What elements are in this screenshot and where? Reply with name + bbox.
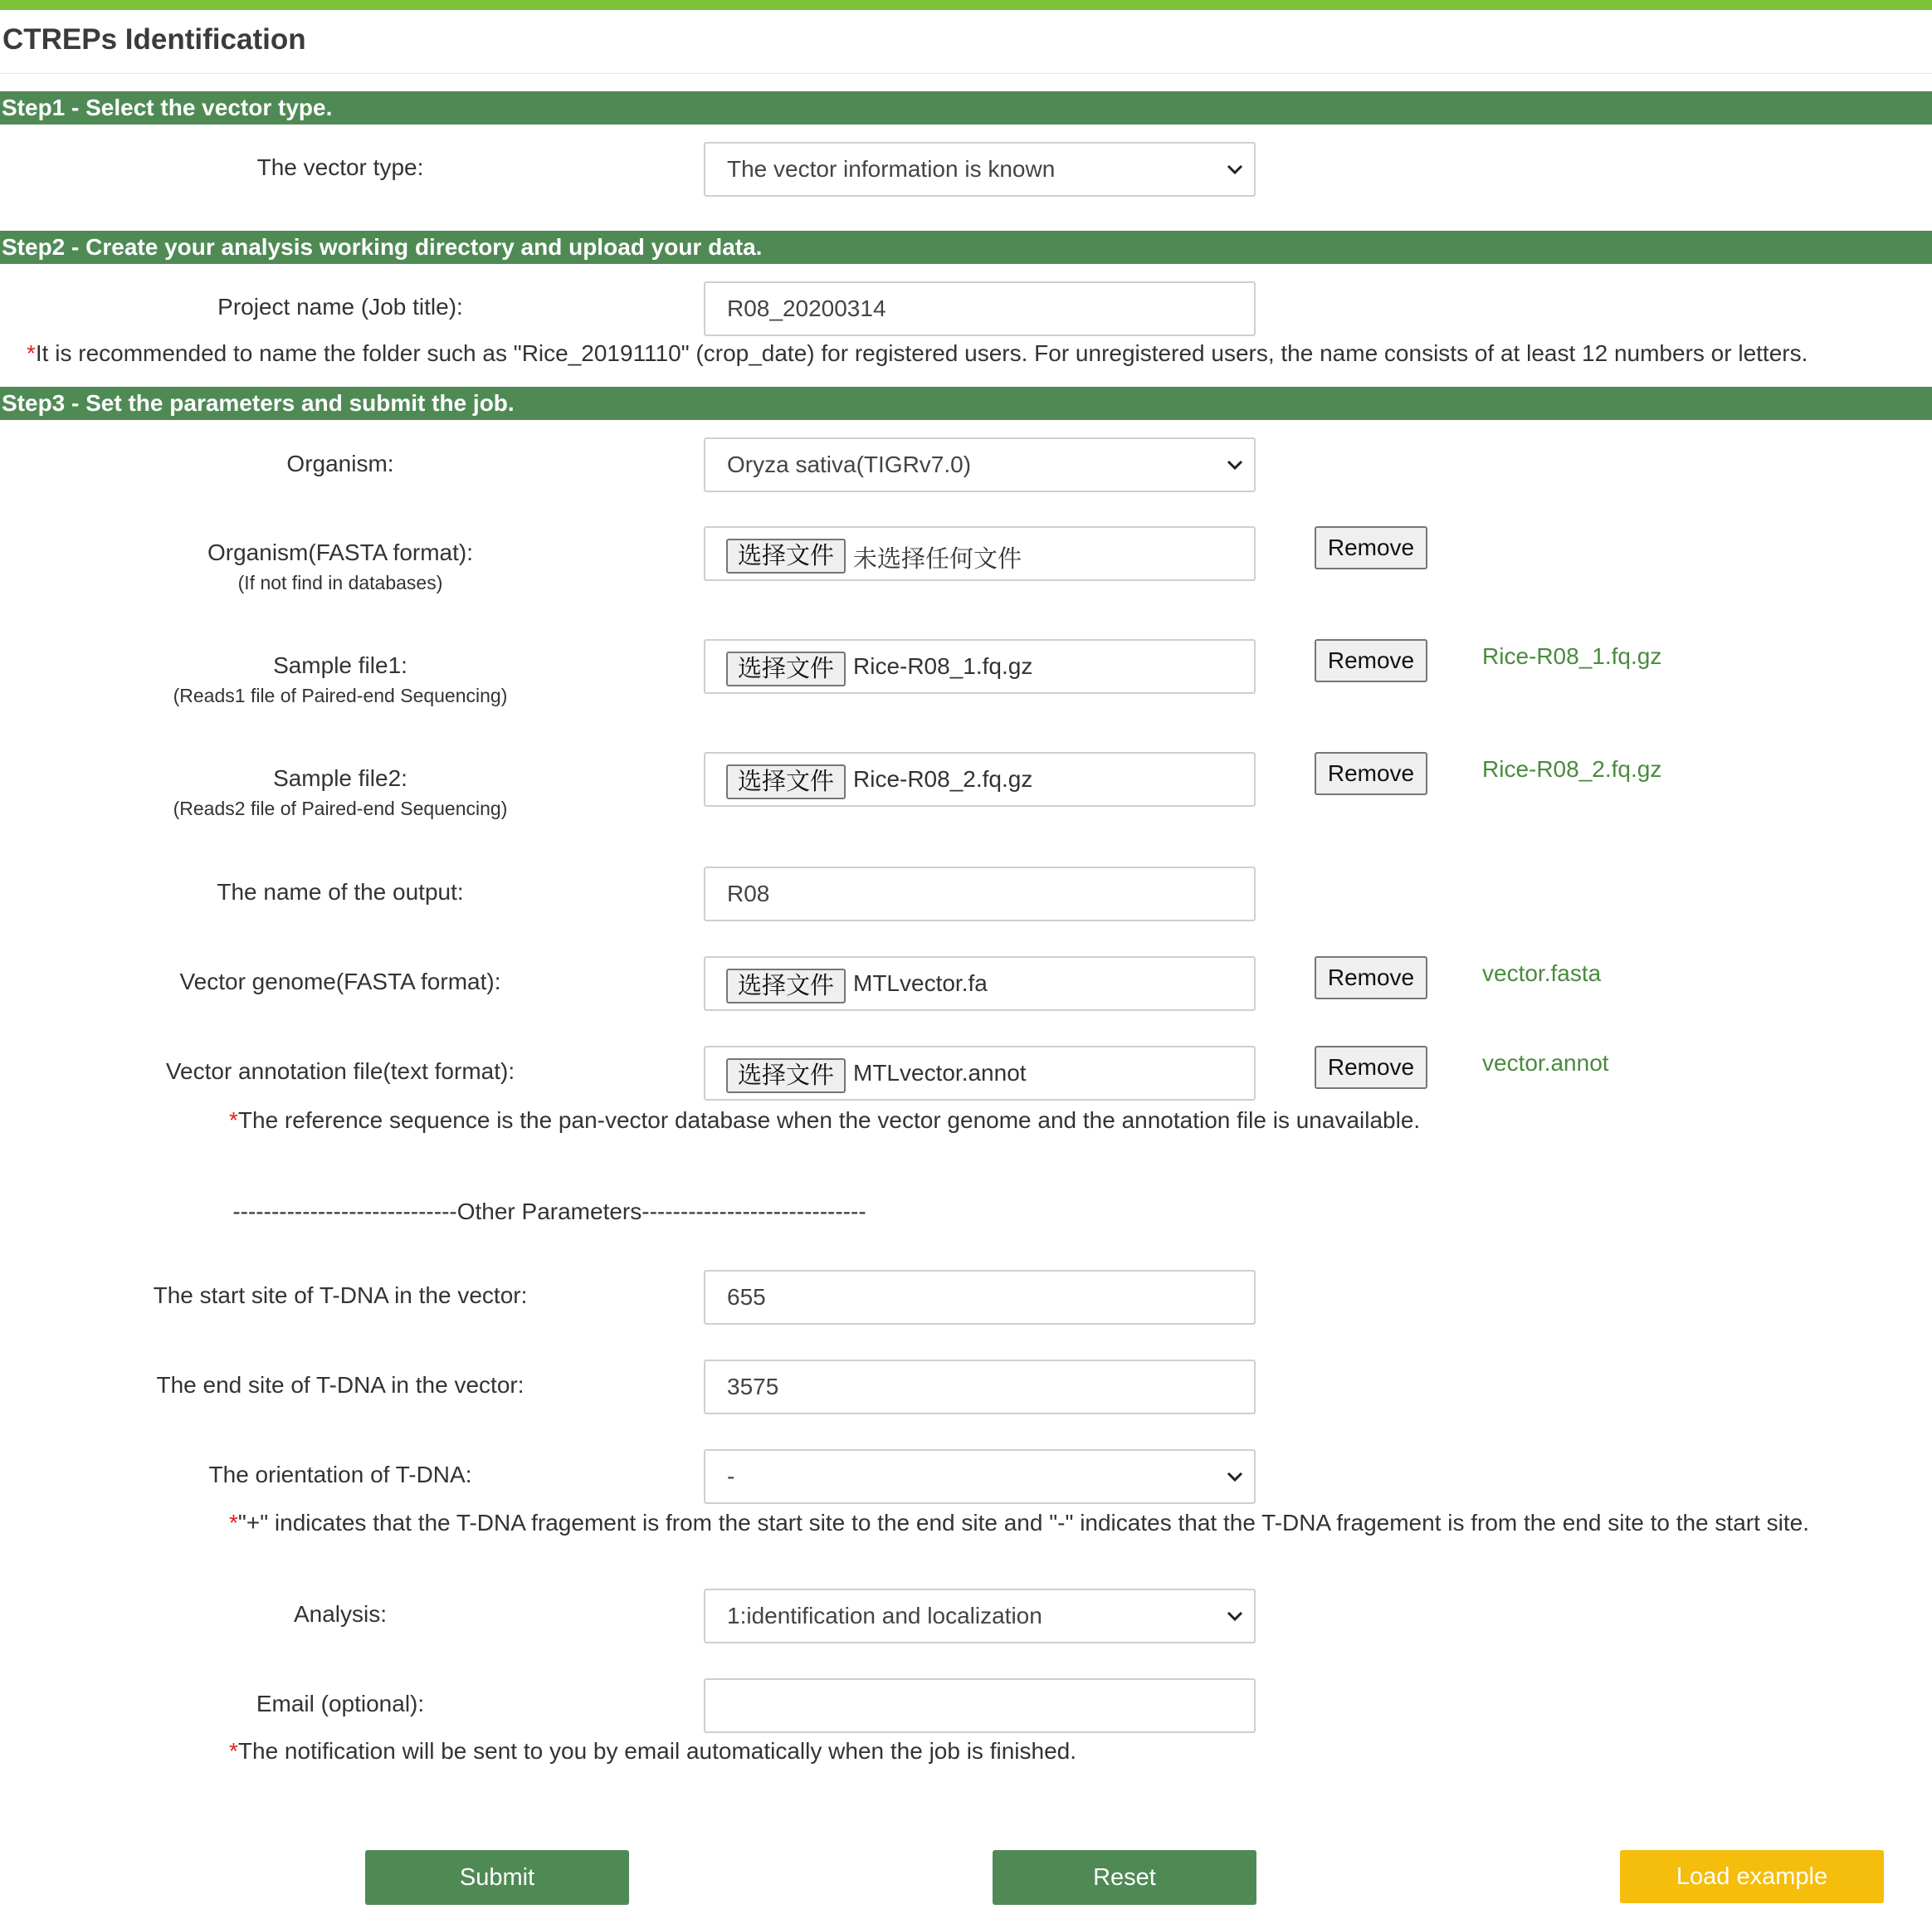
organism-select[interactable] [704, 437, 1256, 492]
chevron-down-icon [1224, 159, 1246, 180]
sample2-sublabel: (Reads2 file of Paired-end Sequencing) [173, 798, 508, 819]
top-accent-bar [0, 0, 1932, 10]
project-name-input[interactable] [704, 281, 1256, 336]
project-name-value: R08_20200314 [727, 295, 886, 321]
file-name: MTLvector.annot [853, 1060, 1027, 1086]
output-name-value: R08 [727, 881, 770, 906]
required-star: * [27, 340, 36, 366]
step1-header: Step1 - Select the vector type. [0, 91, 1932, 125]
project-name-note [27, 340, 1808, 367]
vector-annotation-file-input[interactable] [704, 1046, 1256, 1101]
sample1-file-input[interactable] [704, 639, 1256, 694]
sample2-remove-button[interactable]: Remove [1315, 752, 1427, 795]
choose-file-button[interactable]: 选择文件 [726, 539, 846, 574]
orientation-note [229, 1510, 1809, 1536]
title-divider [0, 73, 1932, 74]
start-site-input[interactable] [704, 1270, 1256, 1325]
orientation-label: The orientation of T-DNA: [208, 1462, 472, 1487]
sample1-label: Sample file1: [273, 652, 407, 678]
choose-file-button[interactable]: 选择文件 [726, 1058, 846, 1093]
analysis-select[interactable] [704, 1589, 1256, 1643]
sample1-sublabel: (Reads1 file of Paired-end Sequencing) [173, 685, 508, 706]
vector-annotation-note [229, 1107, 1420, 1134]
other-parameters-divider: -----------------------------Other Parameters----------------------------- [232, 1199, 866, 1224]
vector-annotation-note-text: The reference sequence is the pan-vector database when the vector genome and the annotation file is unavailable. [237, 1107, 1421, 1133]
required-star: * [229, 1738, 238, 1764]
required-star: * [229, 1510, 238, 1536]
orientation-select[interactable] [704, 1449, 1256, 1504]
start-site-label: The start site of T-DNA in the vector: [153, 1282, 528, 1308]
vector-annotation-remove-button[interactable]: Remove [1315, 1046, 1427, 1089]
organism-fasta-remove-button[interactable]: Remove [1315, 526, 1427, 569]
organism-label: Organism: [286, 451, 394, 476]
choose-file-button[interactable]: 选择文件 [726, 969, 846, 1003]
vector-annotation-label: Vector annotation file(text format): [165, 1058, 515, 1084]
load-example-button[interactable]: Load example [1620, 1850, 1884, 1903]
vector-genome-uploaded-name: vector.fasta [1482, 960, 1602, 986]
vector-genome-remove-button[interactable]: Remove [1315, 956, 1427, 999]
vector-type-select[interactable] [704, 142, 1256, 197]
end-site-input[interactable] [704, 1360, 1256, 1414]
start-site-value: 655 [727, 1284, 766, 1310]
sample2-uploaded-name: Rice-R08_2.fq.gz [1482, 756, 1662, 782]
email-label: Email (optional): [256, 1691, 425, 1716]
email-note [229, 1738, 1076, 1765]
vector-type-value: The vector information is known [727, 156, 1056, 182]
organism-fasta-sublabel: (If not find in databases) [237, 572, 443, 593]
orientation-note-text: "+" indicates that the T-DNA fragement is from the start site to the end site and "-" indicates that the T-DNA fragement is from the end site to the start site. [237, 1510, 1809, 1536]
email-input[interactable] [704, 1678, 1256, 1733]
file-name: Rice-R08_2.fq.gz [853, 766, 1033, 792]
organism-fasta-file-input[interactable] [704, 526, 1256, 581]
vector-type-label: The vector type: [256, 154, 424, 180]
orientation-value: - [727, 1463, 735, 1489]
file-name: 未选择任何文件 [853, 546, 1022, 573]
analysis-value: 1:identification and localization [727, 1603, 1042, 1628]
sample2-label: Sample file2: [273, 765, 407, 791]
file-name: MTLvector.fa [853, 970, 988, 996]
organism-fasta-label: Organism(FASTA format): [207, 540, 473, 565]
output-name-label: The name of the output: [217, 879, 464, 905]
submit-button[interactable]: Submit [365, 1850, 629, 1905]
required-star: * [229, 1107, 238, 1133]
vector-annotation-uploaded-name: vector.annot [1482, 1050, 1609, 1076]
step2-header: Step2 - Create your analysis working directory and upload your data. [0, 231, 1932, 264]
chevron-down-icon [1224, 1605, 1246, 1627]
end-site-label: The end site of T-DNA in the vector: [156, 1372, 524, 1398]
sample2-file-input[interactable] [704, 752, 1256, 807]
project-name-note-text: It is recommended to name the folder such as "Rice_20191110" (crop_date) for registered users. For unregistered users, the name consists of at least 12 numbers or letters. [35, 340, 1808, 366]
choose-file-button[interactable]: 选择文件 [726, 764, 846, 799]
end-site-value: 3575 [727, 1374, 779, 1399]
step3-header: Step3 - Set the parameters and submit the job. [0, 387, 1932, 420]
choose-file-button[interactable]: 选择文件 [726, 652, 846, 686]
file-name: Rice-R08_1.fq.gz [853, 653, 1033, 679]
output-name-input[interactable] [704, 867, 1256, 921]
chevron-down-icon [1224, 1466, 1246, 1487]
project-name-label: Project name (Job title): [217, 294, 463, 320]
sample1-remove-button[interactable]: Remove [1315, 639, 1427, 682]
vector-genome-file-input[interactable] [704, 956, 1256, 1011]
analysis-label: Analysis: [293, 1601, 388, 1627]
page-title: CTREPs Identification [2, 23, 306, 56]
vector-genome-label: Vector genome(FASTA format): [179, 969, 501, 994]
email-note-text: The notification will be sent to you by email automatically when the job is finished. [237, 1738, 1076, 1764]
chevron-down-icon [1224, 454, 1246, 476]
sample1-uploaded-name: Rice-R08_1.fq.gz [1482, 643, 1662, 669]
organism-value: Oryza sativa(TIGRv7.0) [727, 452, 972, 477]
reset-button[interactable]: Reset [993, 1850, 1256, 1905]
